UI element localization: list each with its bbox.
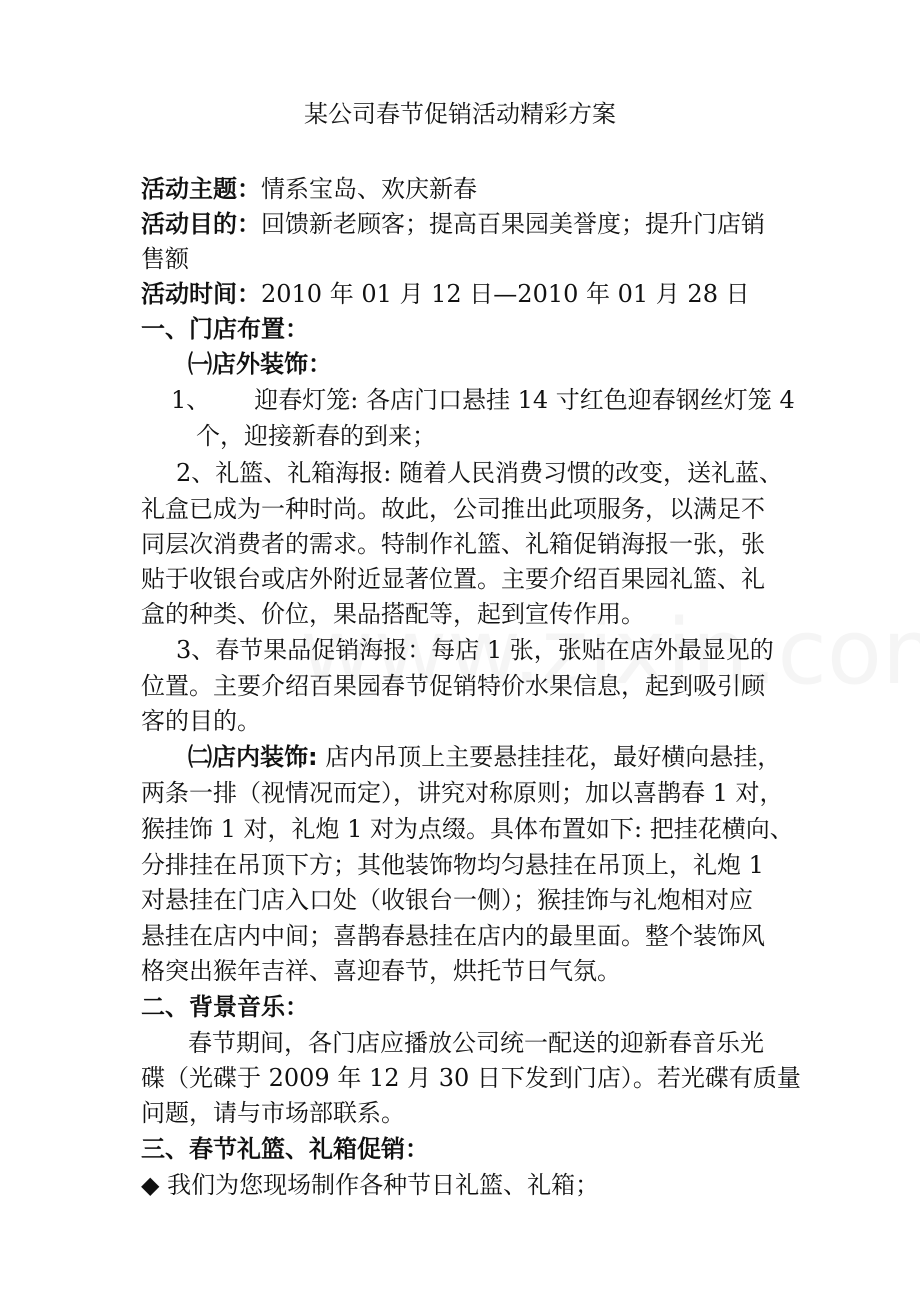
item1-label: 迎春灯笼: bbox=[254, 386, 359, 414]
sub2-line-2: 两条一排（视情况而定），讲究对称原则；加以喜鹊春 1 对， bbox=[141, 779, 784, 807]
sub2-line-7: 格突出猴年吉祥、喜迎春节，烘托节日气氛。 bbox=[141, 957, 621, 985]
item1-number: 1、 bbox=[171, 386, 211, 414]
theme-text: 情系宝岛、欢庆新春 bbox=[261, 175, 477, 203]
section2-line-1: 春节期间，各门店应播放公司统一配送的迎新春音乐光 bbox=[188, 1029, 764, 1057]
purpose-line-2: 售额 bbox=[141, 245, 189, 273]
time-label: 活动时间： bbox=[141, 280, 261, 308]
item1-line-1 bbox=[171, 382, 795, 418]
sub2-line-6: 悬挂在店内中间；喜鹊春悬挂在店内的最里面。整个装饰风 bbox=[141, 922, 765, 950]
theme-line bbox=[141, 171, 477, 207]
theme-label: 活动主题： bbox=[141, 175, 261, 203]
sub2-heading: ㈡店内装饰: bbox=[188, 743, 318, 771]
section1-heading: 一、门店布置： bbox=[141, 315, 309, 343]
item3-line-1: 3、春节果品促销海报：每店 1 张，张贴在店外最显见的 bbox=[176, 636, 774, 664]
sub1-heading: ㈠店外装饰： bbox=[188, 350, 332, 378]
item2-line-4: 贴于收银台或店外附近显著位置。主要介绍百果园礼篮、礼 bbox=[141, 565, 765, 593]
sub2-line-5: 对悬挂在门店入口处（收银台一侧）；猴挂饰与礼炮相对应 bbox=[141, 886, 753, 914]
item2-label: 2、礼篮、礼箱海报: bbox=[176, 459, 392, 487]
time-line bbox=[141, 276, 750, 312]
document-title: 某公司春节促销活动精彩方案 bbox=[304, 100, 616, 128]
item3-line-3: 客的目的。 bbox=[141, 707, 261, 735]
purpose-label: 活动目的： bbox=[141, 210, 261, 238]
sub2-line-1 bbox=[188, 739, 781, 775]
sub2-line-3: 猴挂饰 1 对，礼炮 1 对为点缀。具体布置如下: 把挂花横向、 bbox=[141, 815, 794, 843]
item1-text: 各店门口悬挂 14 寸红色迎春钢丝灯笼 4 bbox=[366, 386, 795, 414]
item2-line-1 bbox=[176, 455, 783, 491]
item2-line-2: 礼盒已成为一种时尚。故此，公司推出此项服务，以满足不 bbox=[141, 495, 765, 523]
section3-bullet-1: ◆ 我们为您现场制作各种节日礼篮、礼箱； bbox=[141, 1171, 600, 1199]
purpose-line-1 bbox=[141, 206, 765, 242]
item2-line-5: 盒的种类、价位，果品搭配等，起到宣传作用。 bbox=[141, 600, 645, 628]
item2-line-3: 同层次消费者的需求。特制作礼篮、礼箱促销海报一张，张 bbox=[141, 530, 765, 558]
time-text: 2010 年 01 月 12 日—2010 年 01 月 28 日 bbox=[261, 280, 750, 308]
section3-heading: 三、春节礼篮、礼箱促销： bbox=[141, 1135, 429, 1163]
item2-text-1: 随着人民消费习惯的改变，送礼蓝、 bbox=[399, 459, 783, 487]
section2-line-3: 问题，请与市场部联系。 bbox=[141, 1099, 405, 1127]
section2-heading: 二、背景音乐： bbox=[141, 993, 309, 1021]
sub2-text-1: 店内吊顶上主要悬挂挂花，最好横向悬挂， bbox=[325, 743, 782, 771]
section2-line-2: 碟（光碟于 2009 年 12 月 30 日下发到门店）。若光碟有质量 bbox=[141, 1064, 801, 1092]
item1-line-2: 个，迎接新春的到来； bbox=[196, 422, 436, 450]
purpose-text-1: 回馈新老顾客；提高百果园美誉度；提升门店销 bbox=[261, 210, 765, 238]
sub2-line-4: 分排挂在吊顶下方；其他装饰物均匀悬挂在吊顶上，礼炮 1 bbox=[141, 851, 764, 879]
item3-line-2: 位置。主要介绍百果园春节促销特价水果信息，起到吸引顾 bbox=[141, 672, 765, 700]
